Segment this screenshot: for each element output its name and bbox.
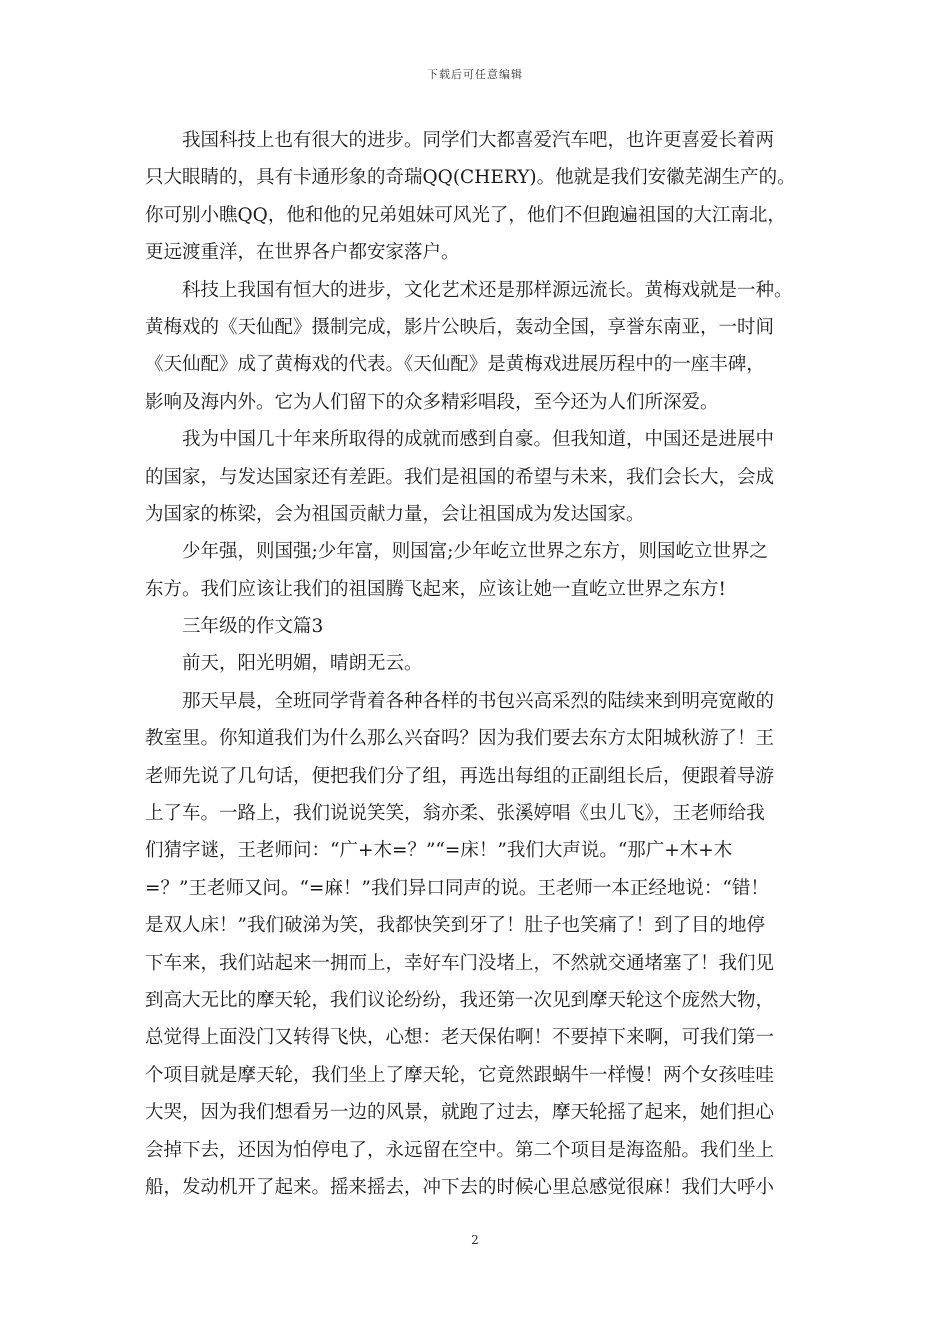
text-line: 为国家的栋梁，会为祖国贡献力量，会让祖国成为发达国家。: [145, 503, 645, 525]
text-line: 的国家，与发达国家还有差距。我们是祖国的希望与未来，我们会长大，会成: [145, 466, 775, 488]
text-line: 科技上我国有恒大的进步，文化艺术还是那样源远流长。黄梅戏就是一种。: [182, 279, 793, 301]
text-line: 教室里。你知道我们为什么那么兴奋吗？因为我们要去东方太阳城秋游了！王: [145, 728, 775, 750]
text-line: 个项目就是摩天轮，我们坐上了摩天轮，它竟然跟蜗牛一样慢！两个女孩哇哇: [145, 1064, 775, 1086]
text-line: 东方。我们应该让我们的祖国腾飞起来，应该让她一直屹立世界之东方!: [145, 578, 726, 600]
text-line: 上了车。一路上，我们说说笑笑，翁亦柔、张溪婷唱《虫儿飞》，王老师给我: [145, 803, 765, 825]
text-line: 到高大无比的摩天轮，我们议论纷纷，我还第一次见到摩天轮这个庞然大物，: [145, 989, 775, 1011]
text-line: 老师先说了几句话，便把我们分了组，再选出每组的正副组长后，便跟着导游: [145, 765, 775, 787]
text-line: 你可别小瞧QQ，他和他的兄弟姐妹可风光了，他们不但跑遍祖国的大江南北，: [145, 204, 786, 226]
text-line: 我国科技上也有很大的进步。同学们大都喜爱汽车吧，也许更喜爱长着两: [182, 130, 775, 151]
text-line: 三年级的作文篇3: [182, 616, 324, 638]
text-line: 更远渡重洋，在世界各户都安家落户。: [145, 242, 460, 264]
text-line: 是双人床！”我们破涕为笑，我都快笑到牙了！肚子也笑痛了！到了目的地停: [145, 915, 765, 937]
text-line: 那天早晨，全班同学背着各种各样的书包兴高采烈的陆续来到明亮宽敞的: [182, 690, 775, 712]
text-line: 我为中国几十年来所取得的成就而感到自豪。但我知道，中国还是进展中: [182, 429, 775, 451]
document-body: [145, 122, 809, 1206]
text-line: 只大眼睛的，具有卡通形象的奇瑞QQ(CHERY)。他就是我们安徽芜湖生产的。: [145, 167, 796, 189]
text-line: =？”王老师又问。“=麻！”我们异口同声的说。王老师一本正经地说：“错！: [145, 877, 769, 899]
text-line: 少年强，则国强;少年富，则国富;少年屹立世界之东方，则国屹立世界之: [182, 541, 768, 563]
page-header: 下载后可任意编辑: [427, 68, 523, 81]
text-line: 大哭，因为我们想看另一边的风景，就跑了过去，摩天轮摇了起来，她们担心: [145, 1102, 775, 1124]
text-line: 总觉得上面没门又转得飞快，心想：老天保佑啊！不要掉下来啊，可我们第一: [145, 1027, 775, 1049]
text-line: 会掉下去，还因为怕停电了，永远留在空中。第二个项目是海盗船。我们坐上: [145, 1139, 775, 1161]
text-line: 影响及海内外。它为人们留下的众多精彩唱段，至今还为人们所深爱。: [145, 391, 719, 413]
text-line: 《天仙配》成了黄梅戏的代表。《天仙配》是黄梅戏进展历程中的一座丰碑，: [145, 354, 765, 376]
text-line: 前天，阳光明媚，晴朗无云。: [182, 653, 423, 675]
text-line: 船，发动机开了起来。摇来摇去，冲下去的时候心里总感觉很麻！我们大呼小: [145, 1176, 775, 1198]
text-line: 黄梅戏的《天仙配》摄制完成，影片公映后，轰动全国，享誉东南亚，一时间: [145, 316, 775, 338]
text-line: 下车来，我们站起来一拥而上，幸好车门没堵上，不然就交通堵塞了！我们见: [145, 952, 775, 974]
page-number: 2: [471, 1233, 479, 1247]
text-line: 们猜字谜，王老师问：“广+木=？”“=床！”我们大声说。“那广+木+木: [145, 840, 733, 862]
